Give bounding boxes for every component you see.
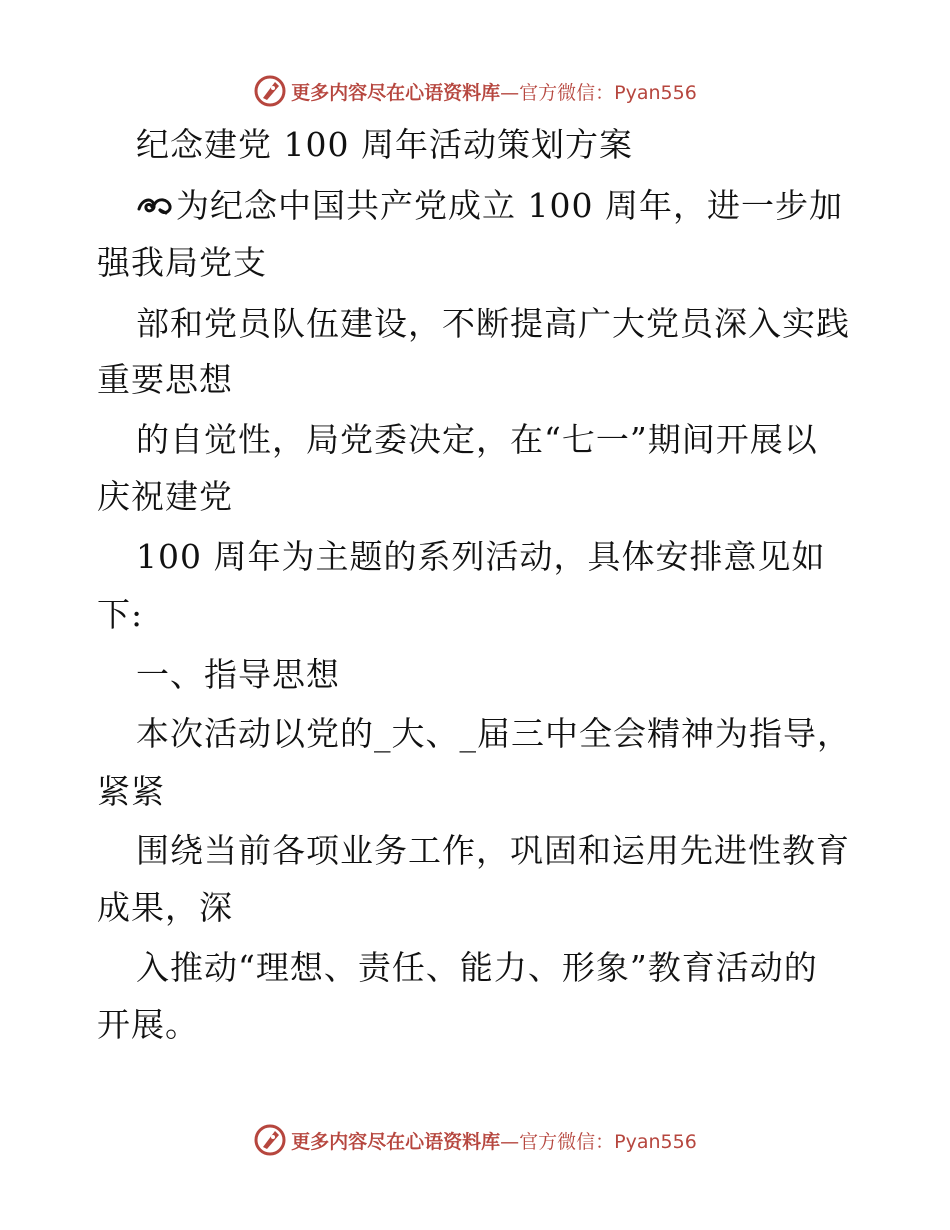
- paragraph-line: 重要思想: [97, 360, 233, 399]
- paragraph-line: 开展。: [97, 1005, 199, 1044]
- paragraph-line: 围绕当前各项业务工作，巩固和运用先进性教育: [136, 831, 850, 870]
- swirl-bullet-icon: [136, 191, 174, 221]
- paragraph-line: 成果，深: [97, 888, 233, 927]
- paragraph-line: 本次活动以党的_大、_届三中全会精神为指导，: [136, 714, 851, 753]
- document-title: 纪念建党 100 周年活动策划方案: [136, 125, 633, 164]
- watermark-suffix: —官方微信：Pyan556: [500, 81, 697, 104]
- paragraph-line: 入推动“理想、责任、能力、形象”教育活动的: [136, 948, 818, 987]
- paragraph-line: 的自觉性，局党委决定，在“七一”期间开展以: [136, 420, 818, 459]
- paragraph-line: 100 周年为主题的系列活动，具体安排意见如: [136, 537, 826, 576]
- paragraph-text: 为纪念中国共产党成立 100 周年，进一步加: [176, 186, 843, 225]
- paragraph-line: [136, 186, 843, 226]
- watermark-suffix: —官方微信：Pyan556: [500, 1130, 697, 1153]
- watermark-banner-top: [0, 71, 950, 111]
- paragraph-line: 部和党员队伍建设，不断提高广大党员深入实践: [136, 304, 850, 343]
- section-heading: 一、指导思想: [136, 655, 340, 694]
- paragraph-line: 紧紧: [97, 772, 165, 811]
- pen-nib-logo-icon: [253, 1123, 287, 1157]
- pen-nib-logo-icon: [253, 74, 287, 108]
- watermark-text: 更多内容尽在心语资料库: [291, 1130, 501, 1153]
- watermark-banner-bottom: [0, 1120, 950, 1160]
- paragraph-line: 强我局党支: [97, 243, 267, 282]
- paragraph-line: 庆祝建党: [97, 477, 233, 516]
- watermark-text: 更多内容尽在心语资料库: [291, 81, 501, 104]
- paragraph-line: 下:: [97, 595, 144, 634]
